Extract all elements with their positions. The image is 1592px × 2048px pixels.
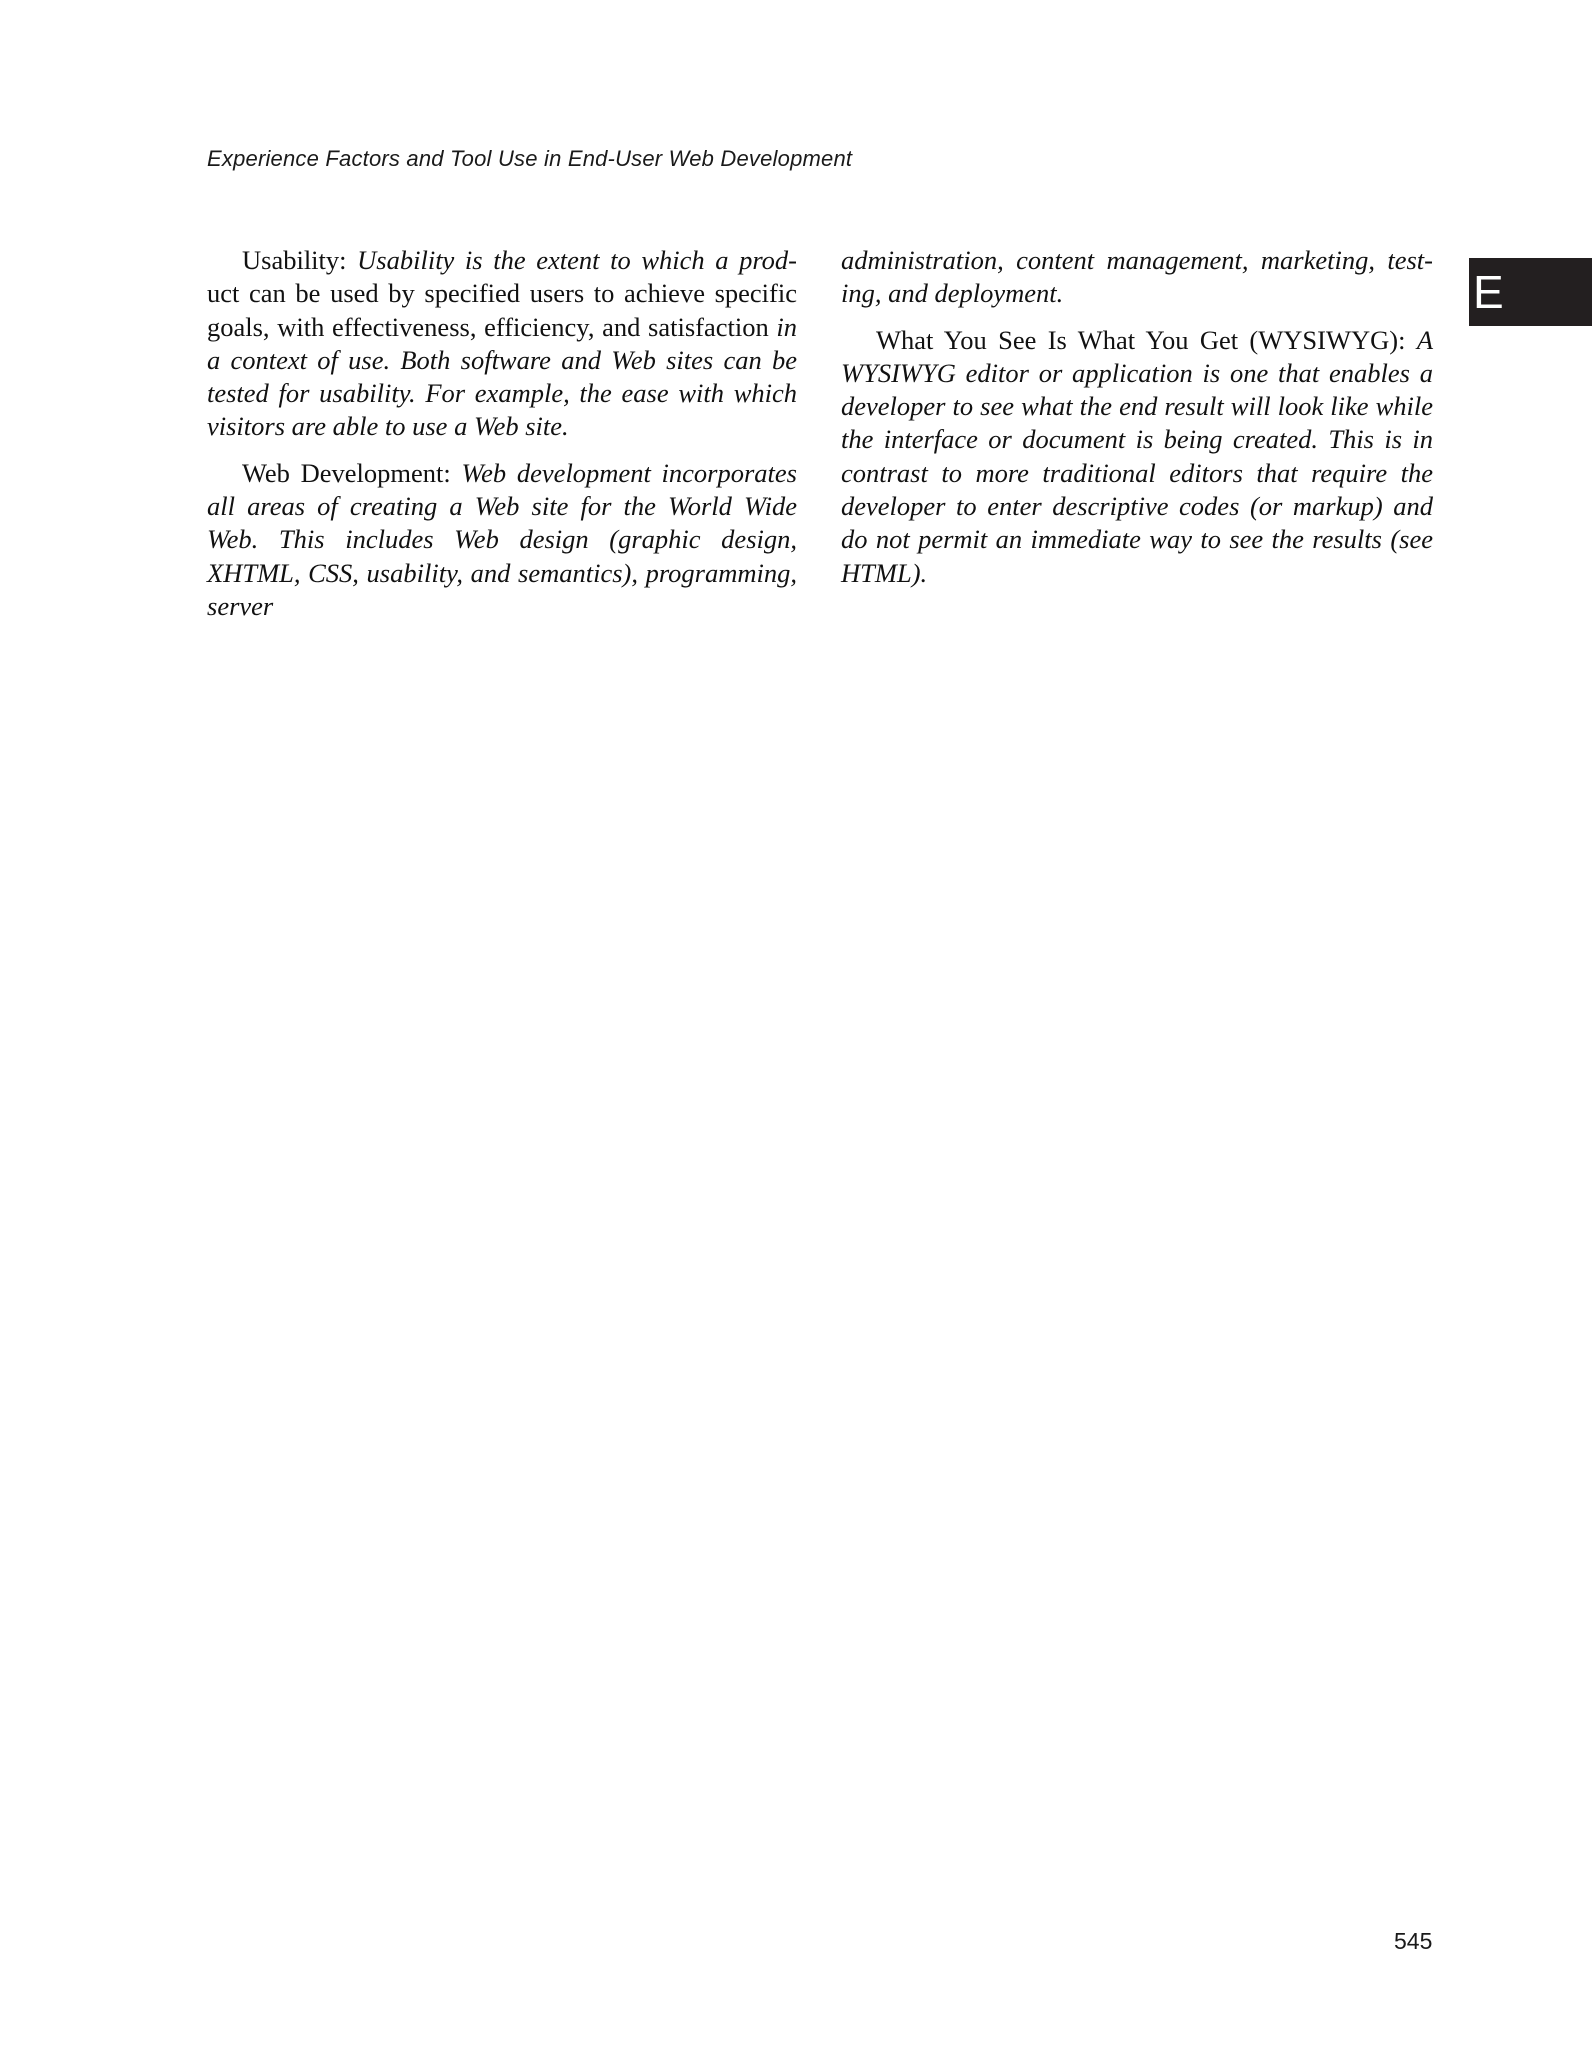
entry-term-web-development: Web Development: — [242, 457, 451, 488]
section-tab-letter: E — [1473, 266, 1504, 318]
entry-def-web-development-left: Web development incorporates all areas of creating a Web site for the World Wide Web. This includes Web design (graphic design, XHTML, CSS, usability, and semantics), programming, server — [207, 457, 797, 621]
left-column — [207, 244, 797, 636]
entry-def-wysiwyg: A WYSIWYG editor or application is one that enables a developer to see what the end result will look like while the interface or document is being created. This is in contrast to more traditional editors that require the developer to enter descriptive codes (or markup) and do not permit an immediate way to see the results (see HTML). — [841, 324, 1433, 588]
entry-term-usability: Usability: — [242, 245, 347, 275]
entry-def-usability-roman: uct can be used by specified users to achieve specific goals, with effectiveness, efficiency, and satisfaction — [207, 278, 797, 342]
entry-def-web-development-right: administration, content management, marketing, test-ing, and deployment. — [841, 245, 1433, 309]
page-number: 545 — [1394, 1928, 1433, 1954]
entry-wysiwyg — [841, 324, 1433, 590]
entry-web-development-continued — [841, 244, 1433, 311]
right-column — [841, 244, 1433, 603]
entry-def-usability-italic-1: Usability is the extent to which a prod- — [357, 245, 798, 275]
entry-usability — [207, 244, 797, 444]
entry-def-usability-italic-2: in a context of use. Both software and Web sites can be tested for usability. For example, the ease with which visitors are able to use a Web site. — [207, 311, 797, 442]
running-header: Experience Factors and Tool Use in End-User Web Development — [207, 146, 853, 171]
entry-web-development — [207, 457, 797, 623]
entry-term-wysiwyg: What You See Is What You Get (WYSIWYG): — [876, 324, 1406, 355]
section-tab-e — [1469, 258, 1592, 326]
